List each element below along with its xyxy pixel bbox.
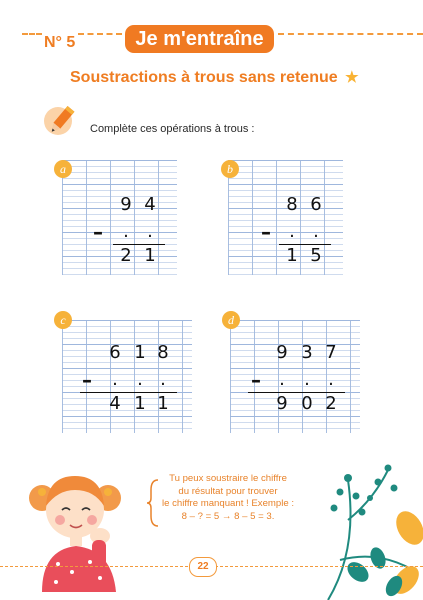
minus-sign: – bbox=[93, 220, 103, 244]
tip-line: 8 – ? = 5 → 8 – 5 = 3. bbox=[181, 510, 275, 522]
top-digit: 9 bbox=[120, 194, 132, 215]
missing-digit-slot[interactable]: . bbox=[304, 369, 310, 390]
top-digit: 6 bbox=[109, 342, 121, 363]
missing-digit-slot[interactable]: . bbox=[313, 221, 319, 242]
star-icon: ★ bbox=[345, 69, 359, 86]
exercise-a bbox=[62, 160, 177, 275]
result-digit: 5 bbox=[310, 245, 322, 266]
missing-digit-slot[interactable]: . bbox=[279, 369, 285, 390]
subtitle-text: Soustractions à trous sans retenue bbox=[70, 69, 338, 86]
missing-digit-slot[interactable]: . bbox=[112, 369, 118, 390]
header-dash-left bbox=[22, 33, 42, 35]
missing-digit-slot[interactable]: . bbox=[123, 221, 129, 242]
minus-sign: – bbox=[261, 220, 271, 244]
missing-digit-slot[interactable]: . bbox=[137, 369, 143, 390]
exercise-subtitle bbox=[70, 68, 359, 87]
minus-sign: – bbox=[251, 368, 261, 392]
minus-sign: – bbox=[82, 368, 92, 392]
exercise-c-badge: c bbox=[54, 311, 72, 329]
missing-digit-slot[interactable]: . bbox=[160, 369, 166, 390]
result-digit: 1 bbox=[134, 393, 146, 414]
top-digit: 9 bbox=[276, 342, 288, 363]
exercise-d bbox=[230, 320, 360, 433]
exercise-number: N° 5 bbox=[44, 34, 76, 51]
result-digit: 2 bbox=[120, 245, 132, 266]
result-digit: 2 bbox=[325, 393, 337, 414]
missing-digit-slot[interactable]: . bbox=[147, 221, 153, 242]
missing-digit-slot[interactable]: . bbox=[328, 369, 334, 390]
exercise-c bbox=[62, 320, 192, 433]
tip-line: le chiffre manquant ! Exemple : bbox=[161, 498, 295, 509]
tip-line: du résultat pour trouver bbox=[178, 485, 278, 497]
tip-line: Tu peux soustraire le chiffre bbox=[169, 473, 287, 484]
header-dash-mid bbox=[78, 33, 122, 35]
missing-digit-slot[interactable]: . bbox=[289, 221, 295, 242]
exercise-d-badge: d bbox=[222, 311, 240, 329]
top-digit: 1 bbox=[134, 342, 146, 363]
top-digit: 4 bbox=[144, 194, 156, 215]
exercise-b-badge: b bbox=[221, 160, 239, 178]
header-dash-right bbox=[278, 33, 423, 35]
result-digit: 1 bbox=[157, 393, 169, 414]
result-digit: 1 bbox=[286, 245, 298, 266]
top-digit: 6 bbox=[310, 194, 322, 215]
top-digit: 8 bbox=[157, 342, 169, 363]
pencil-icon bbox=[43, 102, 79, 138]
plant-decoration bbox=[318, 440, 423, 600]
girl-illustration bbox=[28, 462, 138, 592]
result-digit: 0 bbox=[301, 393, 313, 414]
grid-lines bbox=[230, 320, 360, 433]
page-number: 22 bbox=[189, 557, 217, 577]
top-digit: 8 bbox=[286, 194, 298, 215]
result-digit: 4 bbox=[109, 393, 121, 414]
result-digit: 1 bbox=[144, 245, 156, 266]
exercise-b bbox=[228, 160, 343, 275]
result-digit: 9 bbox=[276, 393, 288, 414]
tip-text bbox=[158, 473, 298, 523]
banner-title: Je m'entraîne bbox=[125, 25, 274, 53]
top-digit: 3 bbox=[301, 342, 313, 363]
top-digit: 7 bbox=[325, 342, 337, 363]
instruction-text: Complète ces opérations à trous : bbox=[90, 123, 255, 135]
exercise-a-badge: a bbox=[54, 160, 72, 178]
